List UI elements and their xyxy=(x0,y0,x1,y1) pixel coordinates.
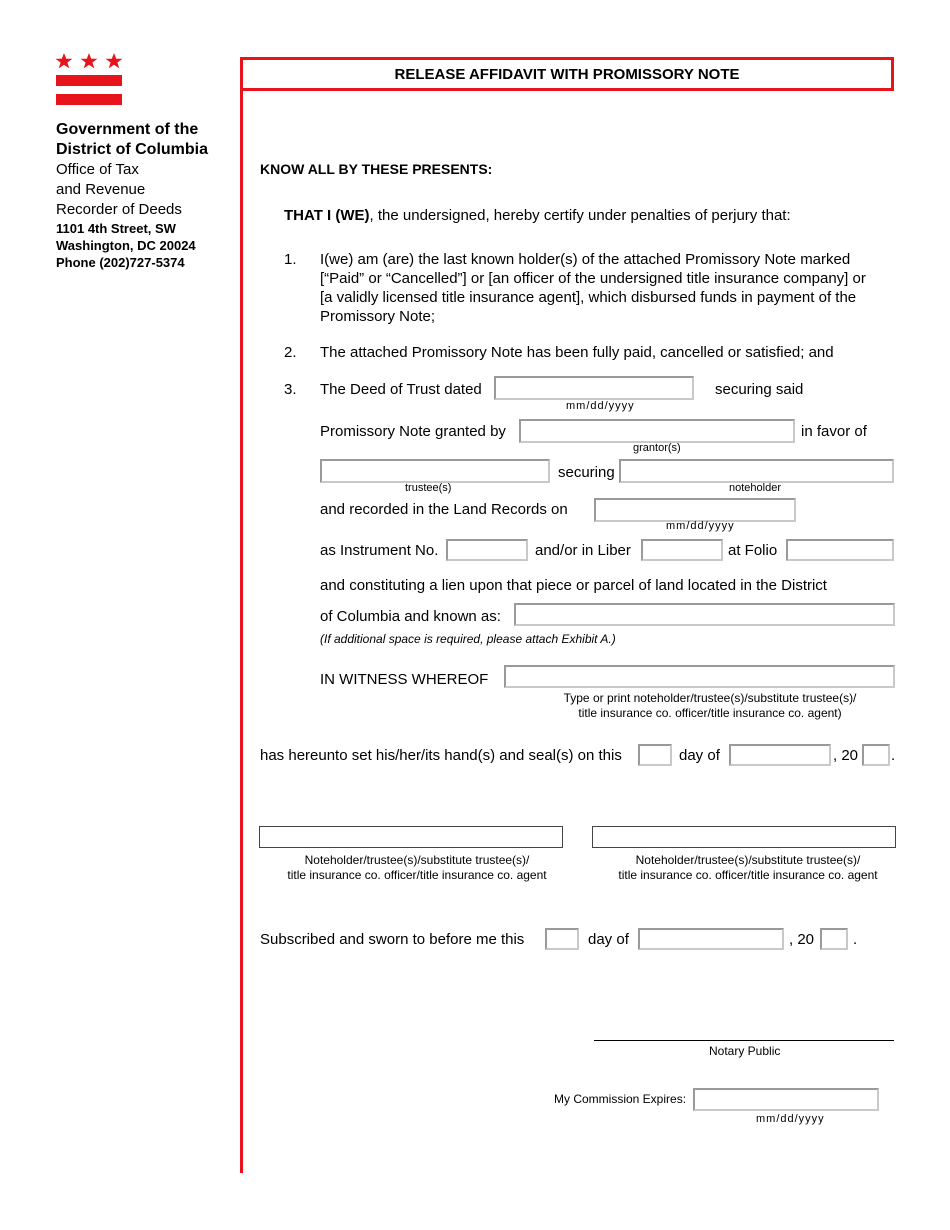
item-1-line-3: [a validly licensed title insurance agent], which disbursed funds in payment of the xyxy=(320,289,857,306)
notary-public-label: Notary Public xyxy=(709,1044,781,1058)
agency-address: 1101 4th Street, SW xyxy=(56,221,176,236)
item-1-text xyxy=(320,250,866,326)
agency-name-2: District of Columbia xyxy=(56,141,209,158)
seal-day-of-label: day of xyxy=(679,747,720,764)
liber-label: and/or in Liber xyxy=(535,542,631,559)
commission-date-field[interactable] xyxy=(693,1088,879,1111)
grantor-hint: grantor(s) xyxy=(633,442,681,454)
hand-seal-label: has hereunto set his/her/its hand(s) and seal(s) on this xyxy=(260,747,622,764)
recorded-on-label: and recorded in the Land Records on xyxy=(320,501,568,518)
agency-phone: Phone (202)727-5374 xyxy=(56,255,185,270)
item-3-number: 3. xyxy=(284,381,297,398)
lien-text: and constituting a lien upon that piece or parcel of land located in the District xyxy=(320,577,827,594)
folio-label: at Folio xyxy=(728,542,778,559)
seal-comma-20: , 20 xyxy=(833,747,859,764)
sig-2-hint-line-2: title insurance co. officer/title insurance co. agent xyxy=(618,868,878,882)
instrument-no-field[interactable] xyxy=(446,539,528,561)
sworn-comma-20: , 20 xyxy=(789,931,815,948)
know-all-heading: KNOW ALL BY THESE PRESENTS: xyxy=(260,161,493,177)
that-i-bold: THAT I (WE) xyxy=(284,207,370,224)
dc-flag-logo xyxy=(56,52,122,106)
sworn-day-of-label: day of xyxy=(588,931,629,948)
item-1-line-2: [“Paid” or “Cancelled”] or [an officer of the undersigned title insurance company] or xyxy=(320,270,866,287)
item-2-text: The attached Promissory Note has been fully paid, cancelled or satisfied; and xyxy=(320,344,834,361)
trustee-field[interactable] xyxy=(320,459,550,483)
agency-city: Washington, DC 20024 xyxy=(56,238,196,253)
known-as-label: of Columbia and known as: xyxy=(320,608,501,625)
securing-label: securing xyxy=(558,464,615,481)
sworn-period: . xyxy=(853,931,858,948)
signature-field-2[interactable] xyxy=(592,826,896,848)
witness-hint-2: title insurance co. officer/title insurance co. agent) xyxy=(578,706,842,720)
witness-field[interactable] xyxy=(504,665,895,688)
granted-by-label: Promissory Note granted by xyxy=(320,423,506,440)
deed-label: The Deed of Trust dated xyxy=(320,381,482,398)
signature-field-1[interactable] xyxy=(259,826,563,848)
form-title: RELEASE AFFIDAVIT WITH PROMISSORY NOTE xyxy=(394,66,740,83)
office-line-2: and Revenue xyxy=(56,181,146,198)
subscribed-label: Subscribed and sworn to before me this xyxy=(260,931,525,948)
commission-label: My Commission Expires: xyxy=(554,1092,687,1106)
agency-block xyxy=(56,120,236,271)
recorded-date-field[interactable] xyxy=(594,498,796,522)
signature-hint-2 xyxy=(590,853,906,883)
agency-name-1: Government of the xyxy=(56,121,199,138)
red-margin-rule xyxy=(240,58,243,1173)
folio-field[interactable] xyxy=(786,539,894,561)
signature-hint-1 xyxy=(259,853,575,883)
instrument-no-label: as Instrument No. xyxy=(320,542,439,559)
sworn-year-field[interactable] xyxy=(820,928,848,950)
witness-hint-1: Type or print noteholder/trustee(s)/substitute trustee(s)/ xyxy=(563,691,857,705)
sig-1-hint-line-1: Noteholder/trustee(s)/substitute trustee(s)/ xyxy=(304,853,530,867)
item-1-number: 1. xyxy=(284,251,297,268)
trustee-hint: trustee(s) xyxy=(405,482,452,494)
dc-flag-icon xyxy=(56,52,122,106)
office-line-3: Recorder of Deeds xyxy=(56,201,182,218)
deed-date-hint: mm/dd/yyyy xyxy=(566,400,635,412)
noteholder-hint: noteholder xyxy=(729,482,781,494)
seal-year-field[interactable] xyxy=(862,744,890,766)
known-as-field[interactable] xyxy=(514,603,895,626)
item-1-line-1: I(we) am (are) the last known holder(s) of the attached Promissory Note marked xyxy=(320,251,851,268)
liber-field[interactable] xyxy=(641,539,723,561)
item-1-line-4: Promissory Note; xyxy=(320,308,436,325)
seal-day-field[interactable] xyxy=(638,744,672,766)
that-i-line xyxy=(284,206,791,225)
commission-date-hint: mm/dd/yyyy xyxy=(756,1113,825,1125)
noteholder-field[interactable] xyxy=(619,459,894,483)
sworn-day-field[interactable] xyxy=(545,928,579,950)
seal-month-field[interactable] xyxy=(729,744,831,766)
grantor-field[interactable] xyxy=(519,419,795,443)
seal-period: . xyxy=(891,747,896,764)
title-box xyxy=(240,57,894,91)
in-favor-of-label: in favor of xyxy=(801,423,867,440)
witness-hint xyxy=(540,691,880,721)
notary-signature-line[interactable] xyxy=(594,1040,894,1041)
securing-said-label: securing said xyxy=(715,381,804,398)
sig-2-hint-line-1: Noteholder/trustee(s)/substitute trustee(s)/ xyxy=(635,853,861,867)
recorded-date-hint: mm/dd/yyyy xyxy=(666,520,735,532)
item-2-number: 2. xyxy=(284,344,297,361)
witness-label: IN WITNESS WHEREOF xyxy=(320,671,489,688)
office-line-1: Office of Tax xyxy=(56,161,139,178)
sig-1-hint-line-2: title insurance co. officer/title insurance co. agent xyxy=(287,868,547,882)
exhibit-note: (If additional space is required, please attach Exhibit A.) xyxy=(320,632,616,646)
deed-date-field[interactable] xyxy=(494,376,694,400)
sworn-month-field[interactable] xyxy=(638,928,784,950)
that-i-rest: , the undersigned, hereby certify under penalties of perjury that: xyxy=(369,207,791,224)
